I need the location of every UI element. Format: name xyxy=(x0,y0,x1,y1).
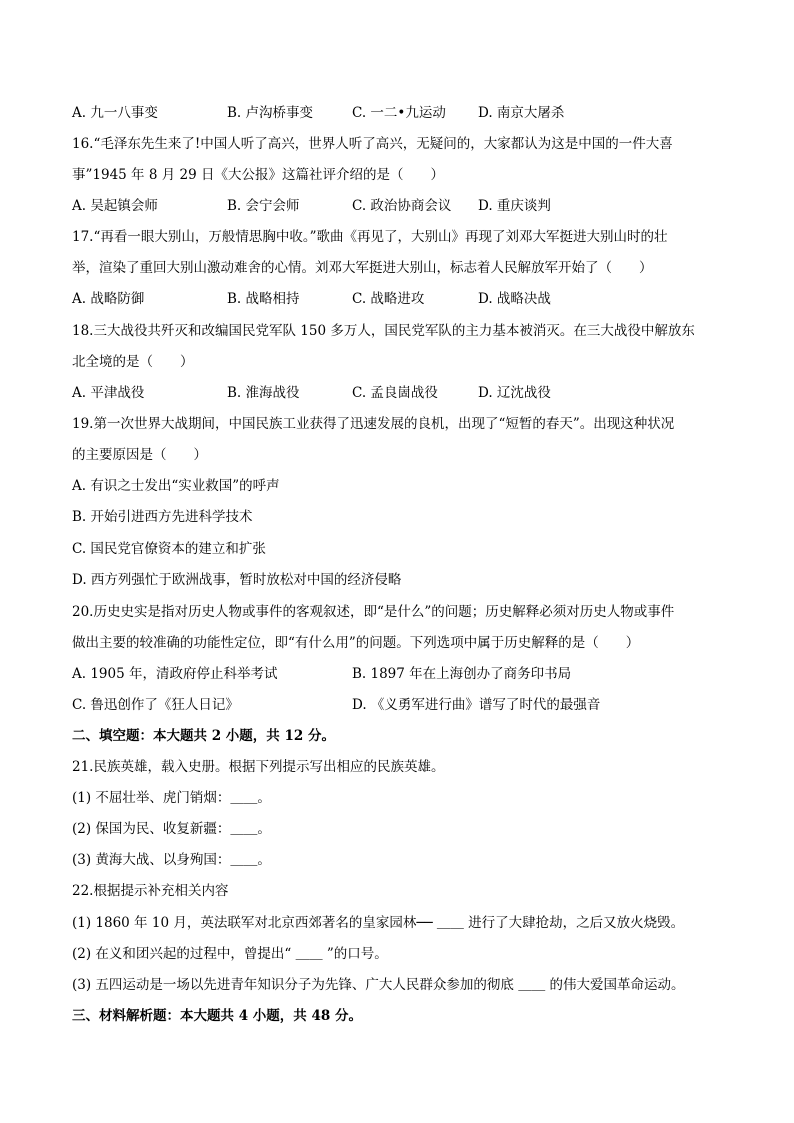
q20-option-d: D. 《义勇军进行曲》谱写了时代的最强音 xyxy=(352,697,601,713)
q19-option-a: A. 有识之士发出“实业救国”的呼声 xyxy=(72,478,280,494)
q18-option-a: A. 平津战役 xyxy=(72,385,145,401)
q16-option-c: C. 政治协商会议 xyxy=(352,198,452,214)
q20-option-c: C. 鲁迅创作了《狂人日记》 xyxy=(72,697,239,713)
q19-option-d: D. 西方列强忙于欧洲战事，暂时放松对中国的经济侵略 xyxy=(72,572,402,588)
q17-stem-line-1: 17.“再看一眼大别山，万般情思胸中收。”歌曲《再见了，大别山》再现了刘邓大军挺进大别山时的壮 xyxy=(72,229,668,245)
q21-item-1: (1) 不屈壮举、虎门销烟：＿＿。 xyxy=(72,790,271,806)
q17-options xyxy=(72,289,732,309)
q17-option-d: D. 战略决战 xyxy=(478,291,551,307)
q16-option-a: A. 吴起镇会师 xyxy=(72,198,158,214)
q19-stem-line-2: 的主要原因是（ ） xyxy=(72,447,207,463)
q17-option-b: B. 战略相持 xyxy=(227,291,300,307)
q15-option-c: C. 一二•九运动 xyxy=(352,105,446,121)
q19-option-c: C. 国民党官僚资本的建立和扩张 xyxy=(72,541,266,557)
q16-option-b: B. 会宁会师 xyxy=(227,198,300,214)
q19-option-b: B. 开始引进西方先进科学技术 xyxy=(72,509,253,525)
q17-option-c: C. 战略进攻 xyxy=(352,291,425,307)
q19-stem-line-1: 19.第一次世界大战期间，中国民族工业获得了迅速发展的良机，出现了“短暂的春天”。出现这种状况 xyxy=(72,416,675,432)
q18-option-b: B. 淮海战役 xyxy=(227,385,300,401)
q17-option-a: A. 战略防御 xyxy=(72,291,145,307)
q15-options xyxy=(72,103,732,123)
q20-option-b: B. 1897 年在上海创办了商务印书局 xyxy=(352,666,572,682)
q15-option-d: D. 南京大屠杀 xyxy=(478,105,565,121)
q20-stem-line-2: 做出主要的较准确的功能性定位，即“有什么用”的问题。下列选项中属于历史解释的是（ ） xyxy=(72,635,640,651)
q16-option-d: D. 重庆谈判 xyxy=(478,198,551,214)
q22-stem: 22.根据提示补充相关内容 xyxy=(72,883,229,899)
q15-option-b: B. 卢沟桥事变 xyxy=(227,105,314,121)
q18-option-d: D. 辽沈战役 xyxy=(478,385,551,401)
q18-option-c: C. 孟良崮战役 xyxy=(352,385,438,401)
q22-item-1: (1) 1860 年 10 月，英法联军对北京西郊著名的皇家园林── ＿＿ 进行了大肆抢劫，之后又放火烧毁。 xyxy=(72,915,685,931)
section-2-heading: 二、填空题：本大题共 2 小题，共 12 分。 xyxy=(72,728,335,744)
q22-item-3: (3) 五四运动是一场以先进青年知识分子为先锋、广大人民群众参加的彻底 ＿＿ 的伟大爱国革命运动。 xyxy=(72,977,685,993)
q16-stem-line-2: 事”1945 年 8 月 29 日《大公报》这篇社评介绍的是（ ） xyxy=(72,167,444,183)
q20-stem-line-1: 20.历史史实是指对历史人物或事件的客观叙述，即“是什么”的问题；历史解释必须对历史人物或事件 xyxy=(72,604,675,620)
q15-option-a: A. 九一八事变 xyxy=(72,105,158,121)
q22-item-2: (2) 在义和团兴起的过程中，曾提出“ ＿＿ ”的口号。 xyxy=(72,946,388,962)
section-3-heading: 三、材料解析题：本大题共 4 小题，共 48 分。 xyxy=(72,1008,362,1024)
q16-stem-line-1: 16.“毛泽东先生来了!中国人听了高兴，世界人听了高兴，无疑问的，大家都认为这是中国的一件大喜 xyxy=(72,136,673,152)
q20-option-a: A. 1905 年，清政府停止科举考试 xyxy=(72,666,278,682)
q16-options xyxy=(72,196,732,216)
q21-item-2: (2) 保国为民、收复新疆：＿＿。 xyxy=(72,821,271,837)
q20-options-row-2 xyxy=(72,695,732,715)
q18-stem-line-1: 18.三大战役共歼灭和改编国民党军队 150 多万人，国民党军队的主力基本被消灭。在三大战役中解放东 xyxy=(72,323,695,339)
q18-options xyxy=(72,383,732,403)
q21-item-3: (3) 黄海大战、以身殉国：＿＿。 xyxy=(72,852,271,868)
q17-stem-line-2: 举，渲染了重回大别山激动难舍的心情。刘邓大军挺进大别山，标志着人民解放军开始了（ ） xyxy=(72,260,653,276)
q21-stem: 21.民族英雄，载入史册。根据下列提示写出相应的民族英雄。 xyxy=(72,759,445,775)
q18-stem-line-2: 北全境的是（ ） xyxy=(72,354,194,370)
q20-options-row-1 xyxy=(72,664,732,684)
